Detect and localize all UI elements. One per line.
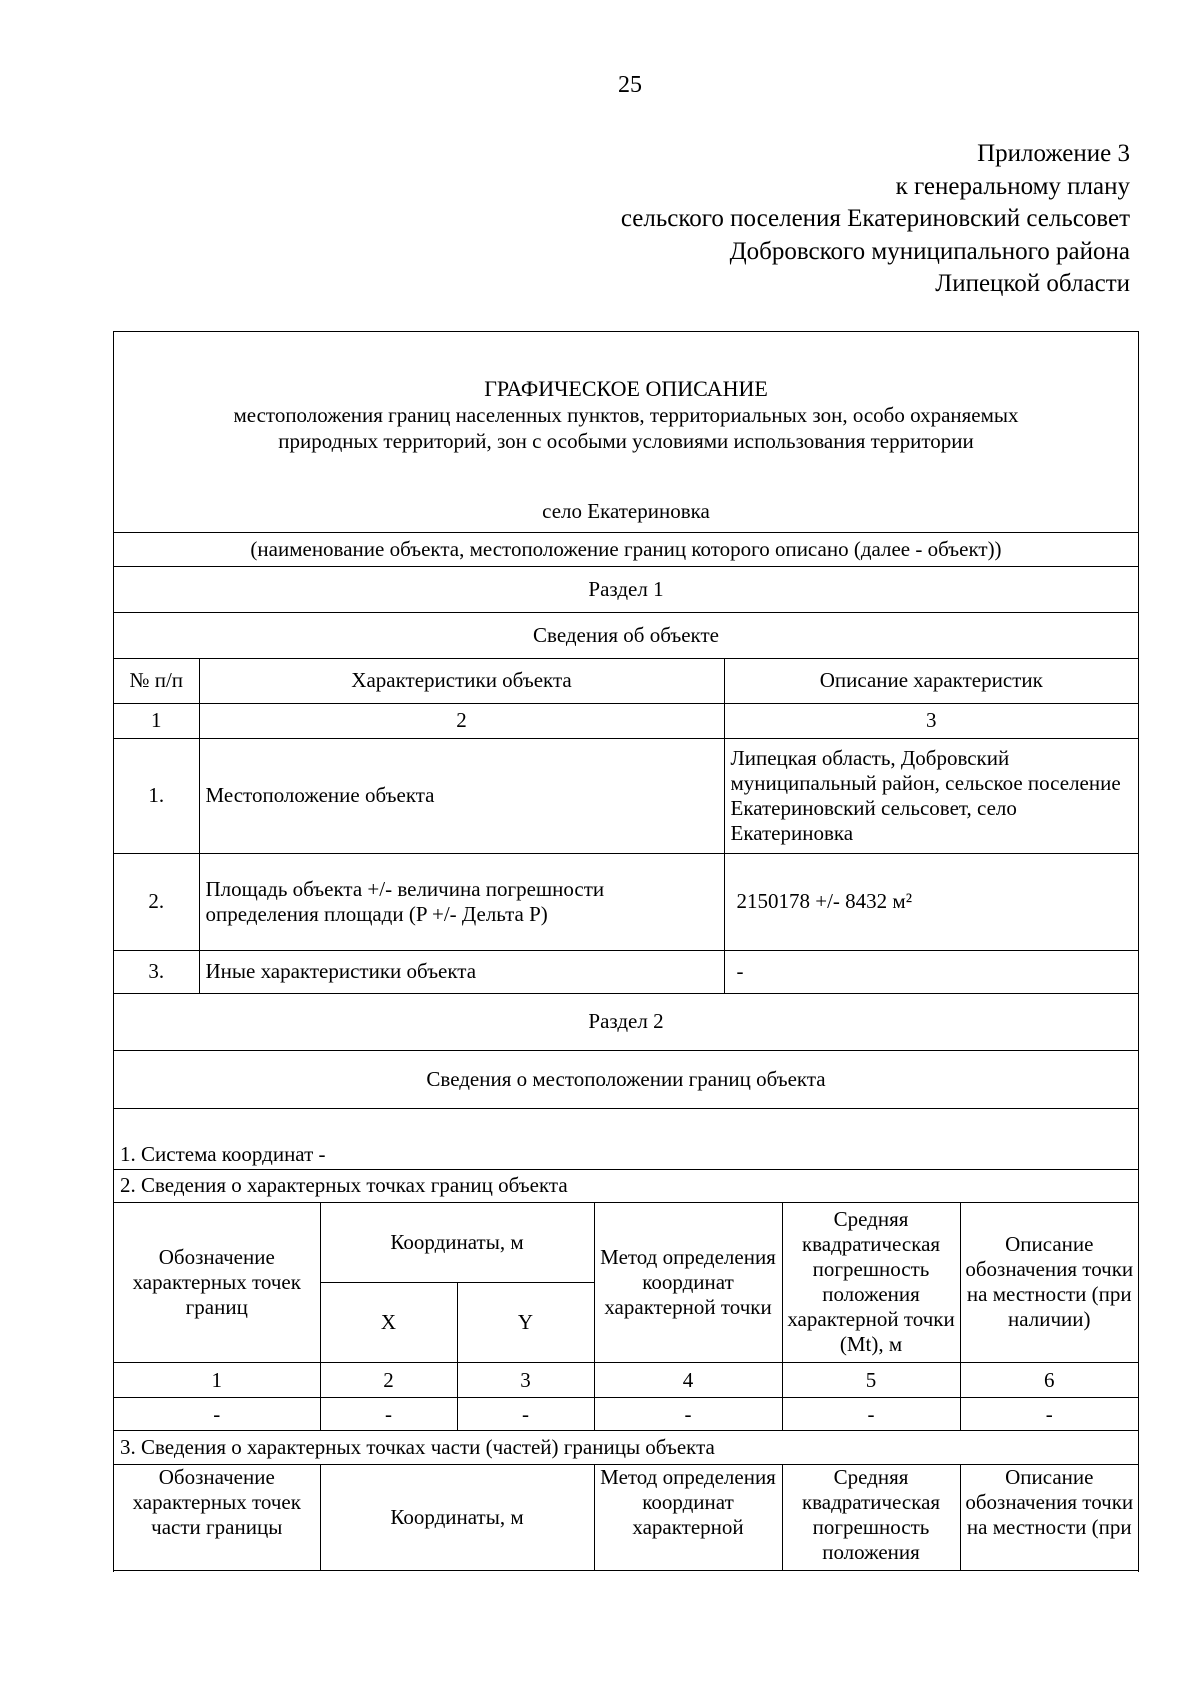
table-cell: - xyxy=(114,1398,320,1431)
header-accuracy: Средняя квадратическая погрешность положения характерной точки (Mt), м xyxy=(782,1203,960,1363)
table-cell: - xyxy=(782,1398,960,1431)
header-coordinates: Координаты, м xyxy=(320,1203,594,1283)
row-characteristic: Местоположение объекта xyxy=(199,738,724,853)
document-frame xyxy=(113,331,1139,1572)
header-designation: Обозначение характерных точек границ xyxy=(114,1203,320,1363)
header-x: X xyxy=(320,1283,457,1363)
table-cell: - xyxy=(457,1398,594,1431)
column-number: 6 xyxy=(960,1363,1138,1398)
column-number: 2 xyxy=(199,703,724,738)
appendix-block xyxy=(621,138,1130,301)
parts-title: 3. Сведения о характерных точках части (частей) границы объекта xyxy=(114,1431,1138,1465)
parts-header-coordinates: Координаты, м xyxy=(320,1465,594,1571)
document-title: ГРАФИЧЕСКОЕ ОПИСАНИЕ xyxy=(484,375,768,401)
row-num: 2. xyxy=(114,853,199,950)
appendix-line: Приложение 3 xyxy=(977,140,1130,167)
appendix-line: к генеральному плану xyxy=(895,172,1130,200)
column-number: 1 xyxy=(114,703,199,738)
row-characteristic: Иные характеристики объекта xyxy=(199,950,724,993)
column-number: 5 xyxy=(782,1363,960,1398)
document-title-cell xyxy=(114,332,1138,532)
table-cell: - xyxy=(594,1398,782,1431)
row-characteristic: Площадь объекта +/- величина погрешности определения площади (P +/- Дельта P) xyxy=(199,853,724,950)
row-description: Липецкая область, Добровский муниципальный район, сельское поселение Екатериновский сельсовет, село Екатериновка xyxy=(724,738,1138,853)
table-row xyxy=(114,738,1138,853)
column-header-description: Описание характеристик xyxy=(724,658,1138,703)
section1-title: Раздел 1 xyxy=(114,566,1138,612)
object-caption: (наименование объекта, местоположение границ которого описано (далее - объект)) xyxy=(114,532,1138,566)
section1-subtitle: Сведения об объекте xyxy=(114,612,1138,658)
appendix-line: Добровского муниципального района xyxy=(729,237,1130,265)
table-row xyxy=(114,853,1138,950)
appendix-line: Липецкой области xyxy=(935,270,1130,297)
parts-header-accuracy: Средняя квадратическая погрешность положения xyxy=(782,1465,960,1571)
column-number: 4 xyxy=(594,1363,782,1398)
row-num: 3. xyxy=(114,950,199,993)
column-number: 3 xyxy=(457,1363,594,1398)
object-name: село Екатериновка xyxy=(542,498,710,523)
column-number: 2 xyxy=(320,1363,457,1398)
page-number: 25 xyxy=(618,72,642,98)
document-subtitle: местоположения границ населенных пунктов, территориальных зон, особо охраняемых xyxy=(233,402,1019,427)
table-row xyxy=(114,950,1138,993)
row-num: 1. xyxy=(114,738,199,853)
parts-header-description: Описание обозначения точки на местности (при xyxy=(960,1465,1138,1571)
table-cell: - xyxy=(320,1398,457,1431)
points-table xyxy=(114,1203,1138,1572)
table-row xyxy=(114,1398,1138,1431)
appendix-line: сельского поселения Екатериновский сельсовет xyxy=(620,205,1130,232)
section2-subtitle: Сведения о местоположении границ объекта xyxy=(114,1050,1138,1108)
coordinate-system: 1. Система координат - xyxy=(114,1108,1138,1169)
header-y: Y xyxy=(457,1283,594,1363)
table-cell: - xyxy=(960,1398,1138,1431)
column-header-characteristic: Характеристики объекта xyxy=(199,658,724,703)
row-description: 2150178 +/- 8432 м² xyxy=(724,853,1138,950)
header-description: Описание обозначения точки на местности (при наличии) xyxy=(960,1203,1138,1363)
points-title: 2. Сведения о характерных точках границ объекта xyxy=(114,1169,1138,1202)
column-number: 1 xyxy=(114,1363,320,1398)
document-subtitle: природных территорий, зон с особыми условиями использования территории xyxy=(278,428,974,453)
column-number: 3 xyxy=(724,703,1138,738)
parts-header-designation: Обозначение характерных точек части границы xyxy=(114,1465,320,1571)
section1-table xyxy=(114,332,1138,1203)
parts-header-method: Метод определения координат характерной xyxy=(594,1465,782,1571)
section2-title: Раздел 2 xyxy=(114,993,1138,1050)
column-header-num: № п/п xyxy=(114,658,199,703)
row-description: - xyxy=(724,950,1138,993)
header-method: Метод определения координат характерной точки xyxy=(594,1203,782,1363)
